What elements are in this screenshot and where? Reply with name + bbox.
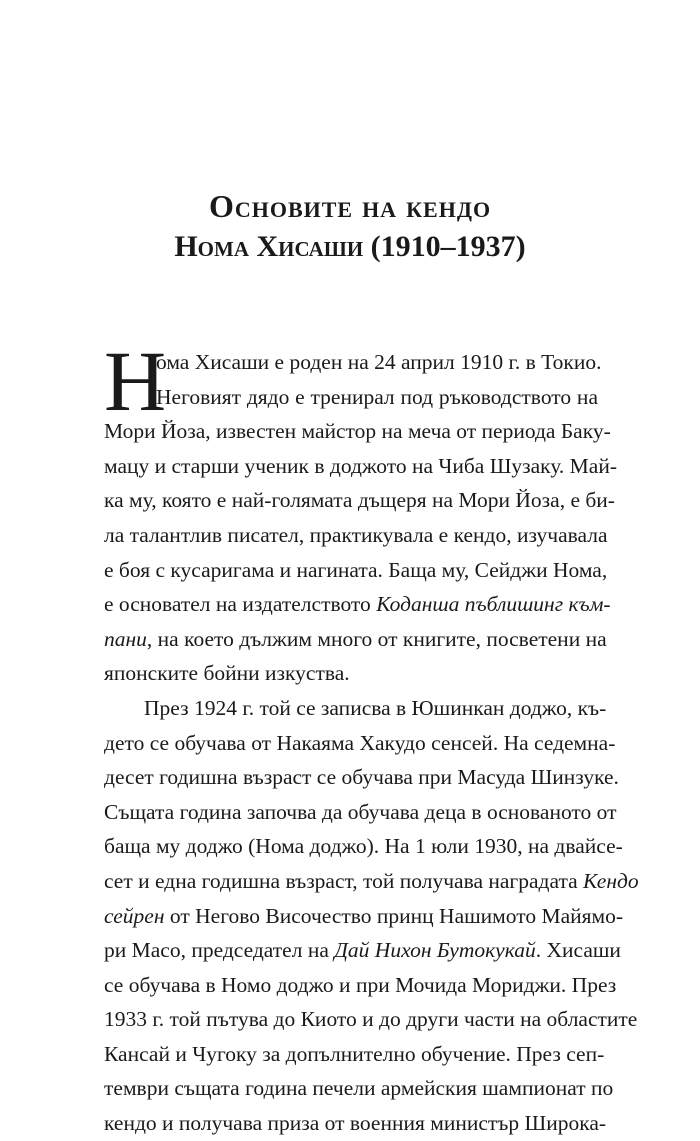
text-line: е боя с кусаригама и нагината. Баща му, Сейджи Нома, — [104, 557, 608, 582]
text-line: мацу и старши ученик в доджото на Чиба Шузаку. Май- — [104, 453, 617, 478]
italic-title: Кендо — [583, 868, 639, 893]
text-line: През 1924 г. той се записва в Юшинкан доджо, къ- — [144, 695, 607, 720]
text-line: ка му, която е най-голямата дъщеря на Мори Йоза, е би- — [104, 488, 615, 513]
text-line: Мори Йоза, известен майстор на меча от периода Баку- — [104, 419, 611, 444]
text-line: десет годишна възраст се обучава при Масуда Шинзуке. — [104, 765, 619, 790]
text-line: Същата година започва да обучава деца в основаното от — [104, 799, 617, 824]
text-line: е основател на издателството Коданша пъблишинг към- — [104, 592, 611, 617]
italic-title: сейрен — [104, 903, 165, 928]
body-text — [104, 333, 639, 1141]
text-line: ри Масо, председател на Дай Нихон Бутокукай. Хисаши — [104, 938, 621, 963]
text-line: пани, на което дължим много от книгите, посветени на — [104, 626, 607, 651]
text-line: Неговият дядо е тренирал под ръководството на — [156, 384, 598, 409]
text-line: японските бойни изкуства. — [104, 661, 350, 686]
text-line: сет и една годишна възраст, той получава наградата Кендо — [104, 868, 639, 893]
italic-title: пани — [104, 626, 147, 651]
text-line: дето се обучава от Накаяма Хакудо сенсей. На седемна- — [104, 730, 616, 755]
text-line: 1933 г. той пътува до Киото и до други части на областите — [104, 1007, 638, 1032]
text-line: баща му доджо (Нома доджо). На 1 юли 1930, на двайсе- — [104, 834, 623, 859]
chapter-title: Основите на кендо — [208, 188, 492, 224]
text-line: сейрен от Негово Височество принц Нашимото Майямо- — [104, 903, 624, 928]
text-line: ома Хисаши е роден на 24 април 1910 г. в Токио. — [156, 350, 602, 374]
text-line: ла талантлив писател, практикувала е кендо, изучавала — [104, 522, 608, 547]
drop-cap: Н — [104, 333, 167, 429]
text-line: Кансай и Чугоку за допълнително обучение. През сеп- — [104, 1041, 605, 1066]
text-line: кендо и получава приза от военния министър Широка- — [104, 1111, 607, 1136]
italic-title: Дай Нихон Бутокукай — [334, 938, 536, 963]
text-line: тември същата година печели армейския шампионат по — [104, 1076, 614, 1101]
chapter-subtitle: Нома Хисаши (1910–1937) — [174, 230, 526, 263]
italic-title: Коданша пъблишинг към- — [376, 592, 611, 617]
text-line: се обучава в Номо доджо и при Мочида Мориджи. През — [104, 972, 617, 997]
